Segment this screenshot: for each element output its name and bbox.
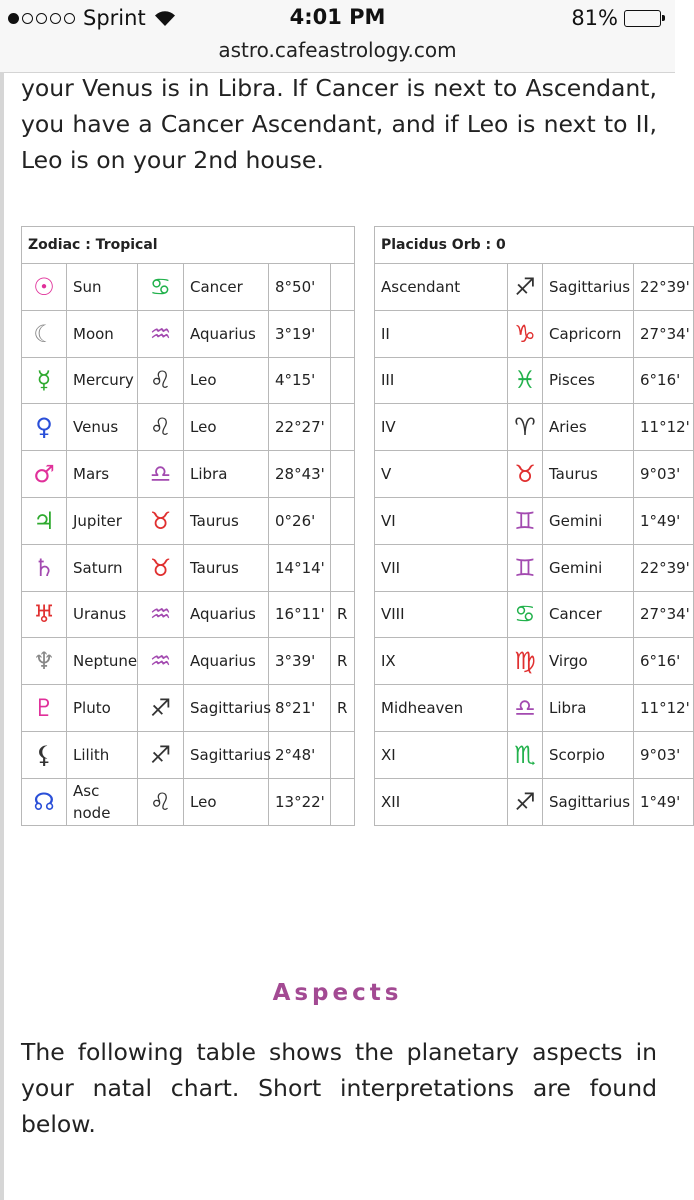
- planet-degree: 0°26': [269, 497, 331, 544]
- house-sign-name: Cancer: [543, 591, 634, 638]
- planet-degree: 16°11': [269, 591, 331, 638]
- house-sign-glyph-icon: ♍: [508, 638, 543, 685]
- intro-paragraph: your Venus is in Libra. If Cancer is next to Ascendant, you have a Cancer Ascendant, and if Leo is next to II, Leo is on your 2nd house.: [21, 74, 657, 174]
- sign-glyph-icon: ♌: [138, 778, 184, 825]
- house-degree: 27°34': [634, 310, 694, 357]
- planet-name: Mercury: [67, 357, 138, 404]
- planet-name: Asc node: [67, 778, 138, 825]
- house-name: V: [375, 451, 508, 498]
- house-degree: 9°03': [634, 731, 694, 778]
- sign-name: Aquarius: [184, 310, 269, 357]
- planet-name: Mars: [67, 451, 138, 498]
- table-header-row: [22, 227, 694, 264]
- sign-glyph-icon: ♒: [138, 591, 184, 638]
- retrograde-flag: R: [331, 685, 355, 732]
- zodiac-header: Zodiac : Tropical: [22, 227, 355, 264]
- house-name: Midheaven: [375, 685, 508, 732]
- sign-name: Leo: [184, 404, 269, 451]
- retrograde-flag: R: [331, 638, 355, 685]
- house-name: IX: [375, 638, 508, 685]
- house-sign-name: Gemini: [543, 544, 634, 591]
- planet-glyph-icon: ♂: [22, 451, 67, 498]
- house-sign-glyph-icon: ♈: [508, 404, 543, 451]
- column-gap: [355, 778, 375, 825]
- planet-degree: 3°39': [269, 638, 331, 685]
- planet-degree: 14°14': [269, 544, 331, 591]
- column-gap: [355, 264, 375, 311]
- house-sign-glyph-icon: ♏: [508, 731, 543, 778]
- status-time: 4:01 PM: [289, 5, 386, 29]
- natal-chart-table: [21, 226, 694, 826]
- house-name: VIII: [375, 591, 508, 638]
- planet-glyph-icon: ♇: [22, 685, 67, 732]
- sign-glyph-icon: ♒: [138, 310, 184, 357]
- house-sign-name: Taurus: [543, 451, 634, 498]
- planet-degree: 8°50': [269, 264, 331, 311]
- table-row: [22, 404, 694, 451]
- planet-glyph-icon: ☉: [22, 264, 67, 311]
- sign-name: Aquarius: [184, 638, 269, 685]
- status-right: [571, 6, 661, 30]
- column-gap: [355, 357, 375, 404]
- column-gap: [355, 404, 375, 451]
- planet-glyph-icon: ♄: [22, 544, 67, 591]
- house-degree: 6°16': [634, 638, 694, 685]
- planet-name: Neptune: [67, 638, 138, 685]
- planet-name: Venus: [67, 404, 138, 451]
- column-gap: [355, 685, 375, 732]
- sign-name: Taurus: [184, 544, 269, 591]
- table-row: [22, 591, 694, 638]
- retrograde-flag: [331, 778, 355, 825]
- sign-glyph-icon: ♉: [138, 544, 184, 591]
- house-name: XII: [375, 778, 508, 825]
- house-sign-name: Scorpio: [543, 731, 634, 778]
- planet-degree: 3°19': [269, 310, 331, 357]
- carrier-label: Sprint: [83, 6, 146, 30]
- table-row: [22, 544, 694, 591]
- sign-glyph-icon: ♎: [138, 451, 184, 498]
- house-sign-glyph-icon: ♋: [508, 591, 543, 638]
- sign-name: Aquarius: [184, 591, 269, 638]
- planet-name: Sun: [67, 264, 138, 311]
- house-degree: 6°16': [634, 357, 694, 404]
- house-name: XI: [375, 731, 508, 778]
- table-row: [22, 451, 694, 498]
- table-row: [22, 497, 694, 544]
- house-name: III: [375, 357, 508, 404]
- sign-glyph-icon: ♒: [138, 638, 184, 685]
- sign-name: Leo: [184, 357, 269, 404]
- retrograde-flag: [331, 404, 355, 451]
- sign-name: Cancer: [184, 264, 269, 311]
- column-gap: [355, 544, 375, 591]
- sign-glyph-icon: ♐: [138, 731, 184, 778]
- sign-glyph-icon: ♐: [138, 685, 184, 732]
- retrograde-flag: [331, 731, 355, 778]
- house-sign-glyph-icon: ♉: [508, 451, 543, 498]
- planet-name: Saturn: [67, 544, 138, 591]
- sign-glyph-icon: ♌: [138, 404, 184, 451]
- planet-degree: 22°27': [269, 404, 331, 451]
- planet-name: Jupiter: [67, 497, 138, 544]
- url-bar[interactable]: astro.cafeastrology.com: [218, 38, 457, 62]
- planet-glyph-icon: ☾: [22, 310, 67, 357]
- house-degree: 22°39': [634, 544, 694, 591]
- house-name: IV: [375, 404, 508, 451]
- sign-glyph-icon: ♉: [138, 497, 184, 544]
- sign-name: Sagittarius: [184, 731, 269, 778]
- house-sign-name: Virgo: [543, 638, 634, 685]
- sign-glyph-icon: ♋: [138, 264, 184, 311]
- house-degree: 11°12': [634, 685, 694, 732]
- house-sign-name: Sagittarius: [543, 778, 634, 825]
- column-gap: [355, 227, 375, 264]
- retrograde-flag: [331, 497, 355, 544]
- house-sign-name: Libra: [543, 685, 634, 732]
- planet-glyph-icon: ♀: [22, 404, 67, 451]
- house-name: Ascendant: [375, 264, 508, 311]
- aspects-paragraph: The following table shows the planetary aspects in your natal chart. Short interpretations are found below.: [21, 1038, 657, 1138]
- planet-glyph-icon: ♃: [22, 497, 67, 544]
- house-sign-glyph-icon: ♊: [508, 497, 543, 544]
- page-left-edge: [0, 72, 4, 1200]
- planet-glyph-icon: ♆: [22, 638, 67, 685]
- retrograde-flag: [331, 264, 355, 311]
- table-row: [22, 638, 694, 685]
- planet-degree: 4°15': [269, 357, 331, 404]
- browser-chrome: [0, 0, 675, 73]
- house-sign-name: Gemini: [543, 497, 634, 544]
- house-sign-name: Sagittarius: [543, 264, 634, 311]
- column-gap: [355, 451, 375, 498]
- table-row: [22, 731, 694, 778]
- house-sign-glyph-icon: ♑: [508, 310, 543, 357]
- house-degree: 27°34': [634, 591, 694, 638]
- retrograde-flag: R: [331, 591, 355, 638]
- sign-name: Sagittarius: [184, 685, 269, 732]
- house-name: VII: [375, 544, 508, 591]
- house-name: VI: [375, 497, 508, 544]
- retrograde-flag: [331, 544, 355, 591]
- house-sign-glyph-icon: ♐: [508, 778, 543, 825]
- sign-glyph-icon: ♌: [138, 357, 184, 404]
- house-sign-glyph-icon: ♐: [508, 264, 543, 311]
- sign-name: Libra: [184, 451, 269, 498]
- house-sign-glyph-icon: ♓: [508, 357, 543, 404]
- planet-degree: 2°48': [269, 731, 331, 778]
- house-sign-name: Capricorn: [543, 310, 634, 357]
- house-sign-name: Aries: [543, 404, 634, 451]
- table-row: [22, 310, 694, 357]
- battery-icon: [624, 10, 661, 27]
- column-gap: [355, 731, 375, 778]
- planet-glyph-icon: ☿: [22, 357, 67, 404]
- house-degree: 11°12': [634, 404, 694, 451]
- aspects-heading: Aspects: [272, 980, 403, 1006]
- column-gap: [355, 638, 375, 685]
- house-system-header: Placidus Orb : 0: [375, 227, 694, 264]
- column-gap: [355, 497, 375, 544]
- house-sign-glyph-icon: ♎: [508, 685, 543, 732]
- house-name: II: [375, 310, 508, 357]
- planet-name: Uranus: [67, 591, 138, 638]
- sign-name: Taurus: [184, 497, 269, 544]
- house-degree: 9°03': [634, 451, 694, 498]
- planet-degree: 28°43': [269, 451, 331, 498]
- planet-name: Pluto: [67, 685, 138, 732]
- planet-degree: 13°22': [269, 778, 331, 825]
- column-gap: [355, 591, 375, 638]
- house-sign-name: Pisces: [543, 357, 634, 404]
- sign-name: Leo: [184, 778, 269, 825]
- table-row: [22, 357, 694, 404]
- planet-glyph-icon: ☊: [22, 778, 67, 825]
- house-degree: 22°39': [634, 264, 694, 311]
- planet-degree: 8°21': [269, 685, 331, 732]
- retrograde-flag: [331, 357, 355, 404]
- retrograde-flag: [331, 451, 355, 498]
- house-degree: 1°49': [634, 497, 694, 544]
- table-row: [22, 685, 694, 732]
- planet-name: Lilith: [67, 731, 138, 778]
- retrograde-flag: [331, 310, 355, 357]
- planet-name: Moon: [67, 310, 138, 357]
- table-row: [22, 778, 694, 825]
- house-degree: 1°49': [634, 778, 694, 825]
- table-row: [22, 264, 694, 311]
- battery-percent: 81%: [571, 6, 618, 30]
- column-gap: [355, 310, 375, 357]
- house-sign-glyph-icon: ♊: [508, 544, 543, 591]
- planet-glyph-icon: ⚸: [22, 731, 67, 778]
- planet-glyph-icon: ♅: [22, 591, 67, 638]
